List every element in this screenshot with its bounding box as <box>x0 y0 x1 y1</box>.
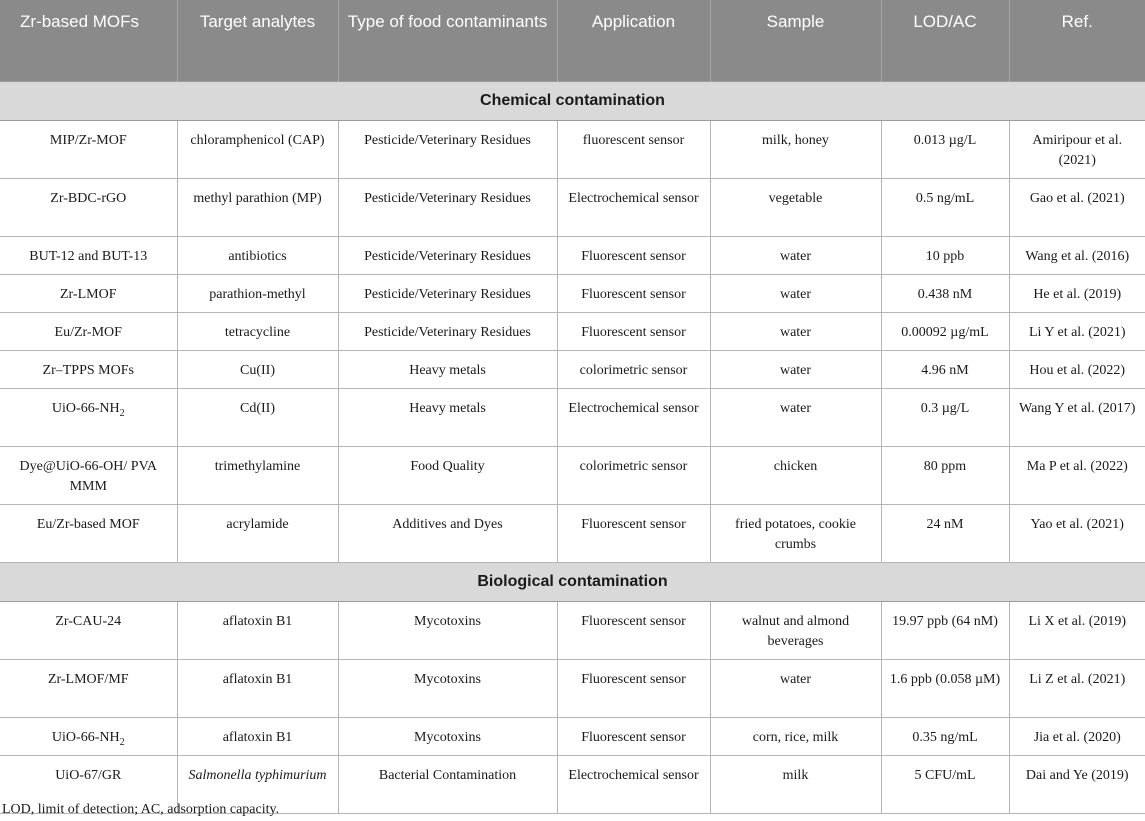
subscript: 2 <box>119 736 125 748</box>
cell-analyte: methyl parathion (MP) <box>177 179 338 237</box>
cell-analyte: aflatoxin B1 <box>177 718 338 756</box>
cell-lod: 0.438 nM <box>881 275 1009 313</box>
cell-application: Fluorescent sensor <box>557 505 710 563</box>
table-row <box>0 237 1145 275</box>
cell-sample: milk, honey <box>710 121 881 179</box>
table-row <box>0 602 1145 660</box>
header-zr-mofs: Zr-based MOFs <box>0 0 177 82</box>
header-application: Application <box>557 0 710 82</box>
cell-lod: 24 nM <box>881 505 1009 563</box>
cell-application: Fluorescent sensor <box>557 313 710 351</box>
header-sample: Sample <box>710 0 881 82</box>
table-row <box>0 313 1145 351</box>
cell-lod: 0.013 µg/L <box>881 121 1009 179</box>
cell-lod: 1.6 ppb (0.058 µM) <box>881 660 1009 718</box>
cell-ref: Yao et al. (2021) <box>1009 505 1145 563</box>
cell-mof: Zr-LMOF <box>0 275 177 313</box>
cell-lod: 0.5 ng/mL <box>881 179 1009 237</box>
table-row <box>0 505 1145 563</box>
table-row <box>0 179 1145 237</box>
cell-type: Pesticide/Veterinary Residues <box>338 313 557 351</box>
cell-sample: vegetable <box>710 179 881 237</box>
cell-sample: water <box>710 237 881 275</box>
cell-type: Pesticide/Veterinary Residues <box>338 237 557 275</box>
section-row <box>0 563 1145 602</box>
cell-lod: 10 ppb <box>881 237 1009 275</box>
table-footnote: LOD, limit of detection; AC, adsorption capacity. <box>2 802 280 817</box>
section-title-chemical: Chemical contamination <box>0 82 1145 121</box>
cell-ref: Wang et al. (2016) <box>1009 237 1145 275</box>
cell-lod: 80 ppm <box>881 447 1009 505</box>
cell-type: Mycotoxins <box>338 602 557 660</box>
cell-lod: 5 CFU/mL <box>881 756 1009 814</box>
cell-application: Fluorescent sensor <box>557 602 710 660</box>
cell-lod: 4.96 nM <box>881 351 1009 389</box>
section-row <box>0 82 1145 121</box>
cell-application: Fluorescent sensor <box>557 718 710 756</box>
cell-analyte: acrylamide <box>177 505 338 563</box>
cell-type: Additives and Dyes <box>338 505 557 563</box>
cell-type: Pesticide/Veterinary Residues <box>338 121 557 179</box>
cell-lod: 19.97 ppb (64 nM) <box>881 602 1009 660</box>
cell-analyte: aflatoxin B1 <box>177 602 338 660</box>
section-title-biological: Biological contamination <box>0 563 1145 602</box>
cell-application: Fluorescent sensor <box>557 660 710 718</box>
cell-mof: BUT-12 and BUT-13 <box>0 237 177 275</box>
cell-mof: Zr–TPPS MOFs <box>0 351 177 389</box>
cell-ref: Li X et al. (2019) <box>1009 602 1145 660</box>
cell-type: Pesticide/Veterinary Residues <box>338 179 557 237</box>
cell-application: Fluorescent sensor <box>557 237 710 275</box>
cell-type: Bacterial Contamination <box>338 756 557 814</box>
cell-analyte: antibiotics <box>177 237 338 275</box>
cell-sample: walnut and almond beverages <box>710 602 881 660</box>
cell-analyte: chloramphenicol (CAP) <box>177 121 338 179</box>
cell-sample: water <box>710 660 881 718</box>
cell-ref: He et al. (2019) <box>1009 275 1145 313</box>
cell-sample: corn, rice, milk <box>710 718 881 756</box>
cell-sample: water <box>710 351 881 389</box>
cell-mof: Zr-LMOF/MF <box>0 660 177 718</box>
header-row <box>0 0 1145 82</box>
cell-mof: MIP/Zr-MOF <box>0 121 177 179</box>
cell-lod: 0.00092 µg/mL <box>881 313 1009 351</box>
cell-mof: Zr-CAU-24 <box>0 602 177 660</box>
table-row <box>0 121 1145 179</box>
cell-analyte: aflatoxin B1 <box>177 660 338 718</box>
cell-sample: water <box>710 313 881 351</box>
cell-application: colorimetric sensor <box>557 447 710 505</box>
header-target-analytes: Target analytes <box>177 0 338 82</box>
cell-analyte: parathion-methyl <box>177 275 338 313</box>
cell-ref: Amiripour et al. (2021) <box>1009 121 1145 179</box>
cell-mof: Eu/Zr-based MOF <box>0 505 177 563</box>
cell-type: Heavy metals <box>338 389 557 447</box>
cell-type: Heavy metals <box>338 351 557 389</box>
cell-ref: Li Z et al. (2021) <box>1009 660 1145 718</box>
cell-ref: Ma P et al. (2022) <box>1009 447 1145 505</box>
header-food-contaminants: Type of food contaminants <box>338 0 557 82</box>
cell-mof: Dye@UiO-66-OH/ PVA MMM <box>0 447 177 505</box>
cell-mof: Eu/Zr-MOF <box>0 313 177 351</box>
cell-ref: Jia et al. (2020) <box>1009 718 1145 756</box>
cell-mof <box>0 389 177 447</box>
table-row <box>0 718 1145 756</box>
cell-analyte: Salmonella typhimurium <box>177 756 338 814</box>
cell-ref: Wang Y et al. (2017) <box>1009 389 1145 447</box>
cell-mof: UiO-67/GR <box>0 756 177 814</box>
cell-application: Electrochemical sensor <box>557 389 710 447</box>
cell-analyte: trimethylamine <box>177 447 338 505</box>
cell-analyte: Cu(II) <box>177 351 338 389</box>
cell-application: Fluorescent sensor <box>557 275 710 313</box>
table-row <box>0 275 1145 313</box>
subscript: 2 <box>119 407 125 419</box>
cell-sample: milk <box>710 756 881 814</box>
cell-type: Mycotoxins <box>338 718 557 756</box>
cell-application: colorimetric sensor <box>557 351 710 389</box>
cell-sample: chicken <box>710 447 881 505</box>
cell-sample: water <box>710 275 881 313</box>
header-lod-ac: LOD/AC <box>881 0 1009 82</box>
cell-sample: water <box>710 389 881 447</box>
mof-name: UiO-66-NH <box>51 401 120 416</box>
cell-type: Mycotoxins <box>338 660 557 718</box>
cell-type: Pesticide/Veterinary Residues <box>338 275 557 313</box>
cell-mof <box>0 718 177 756</box>
cell-type: Food Quality <box>338 447 557 505</box>
cell-application: Electrochemical sensor <box>557 179 710 237</box>
cell-ref: Li Y et al. (2021) <box>1009 313 1145 351</box>
table-row <box>0 660 1145 718</box>
cell-sample: fried potatoes, cookie crumbs <box>710 505 881 563</box>
cell-application: Electrochemical sensor <box>557 756 710 814</box>
cell-application: fluorescent sensor <box>557 121 710 179</box>
header-ref: Ref. <box>1009 0 1145 82</box>
table-row <box>0 447 1145 505</box>
cell-analyte: Cd(II) <box>177 389 338 447</box>
cell-ref: Dai and Ye (2019) <box>1009 756 1145 814</box>
cell-lod: 0.35 ng/mL <box>881 718 1009 756</box>
mof-name: UiO-66-NH <box>51 730 120 745</box>
table-row <box>0 389 1145 447</box>
cell-analyte: tetracycline <box>177 313 338 351</box>
cell-lod: 0.3 µg/L <box>881 389 1009 447</box>
cell-mof: Zr-BDC-rGO <box>0 179 177 237</box>
cell-ref: Gao et al. (2021) <box>1009 179 1145 237</box>
table-row <box>0 351 1145 389</box>
cell-ref: Hou et al. (2022) <box>1009 351 1145 389</box>
